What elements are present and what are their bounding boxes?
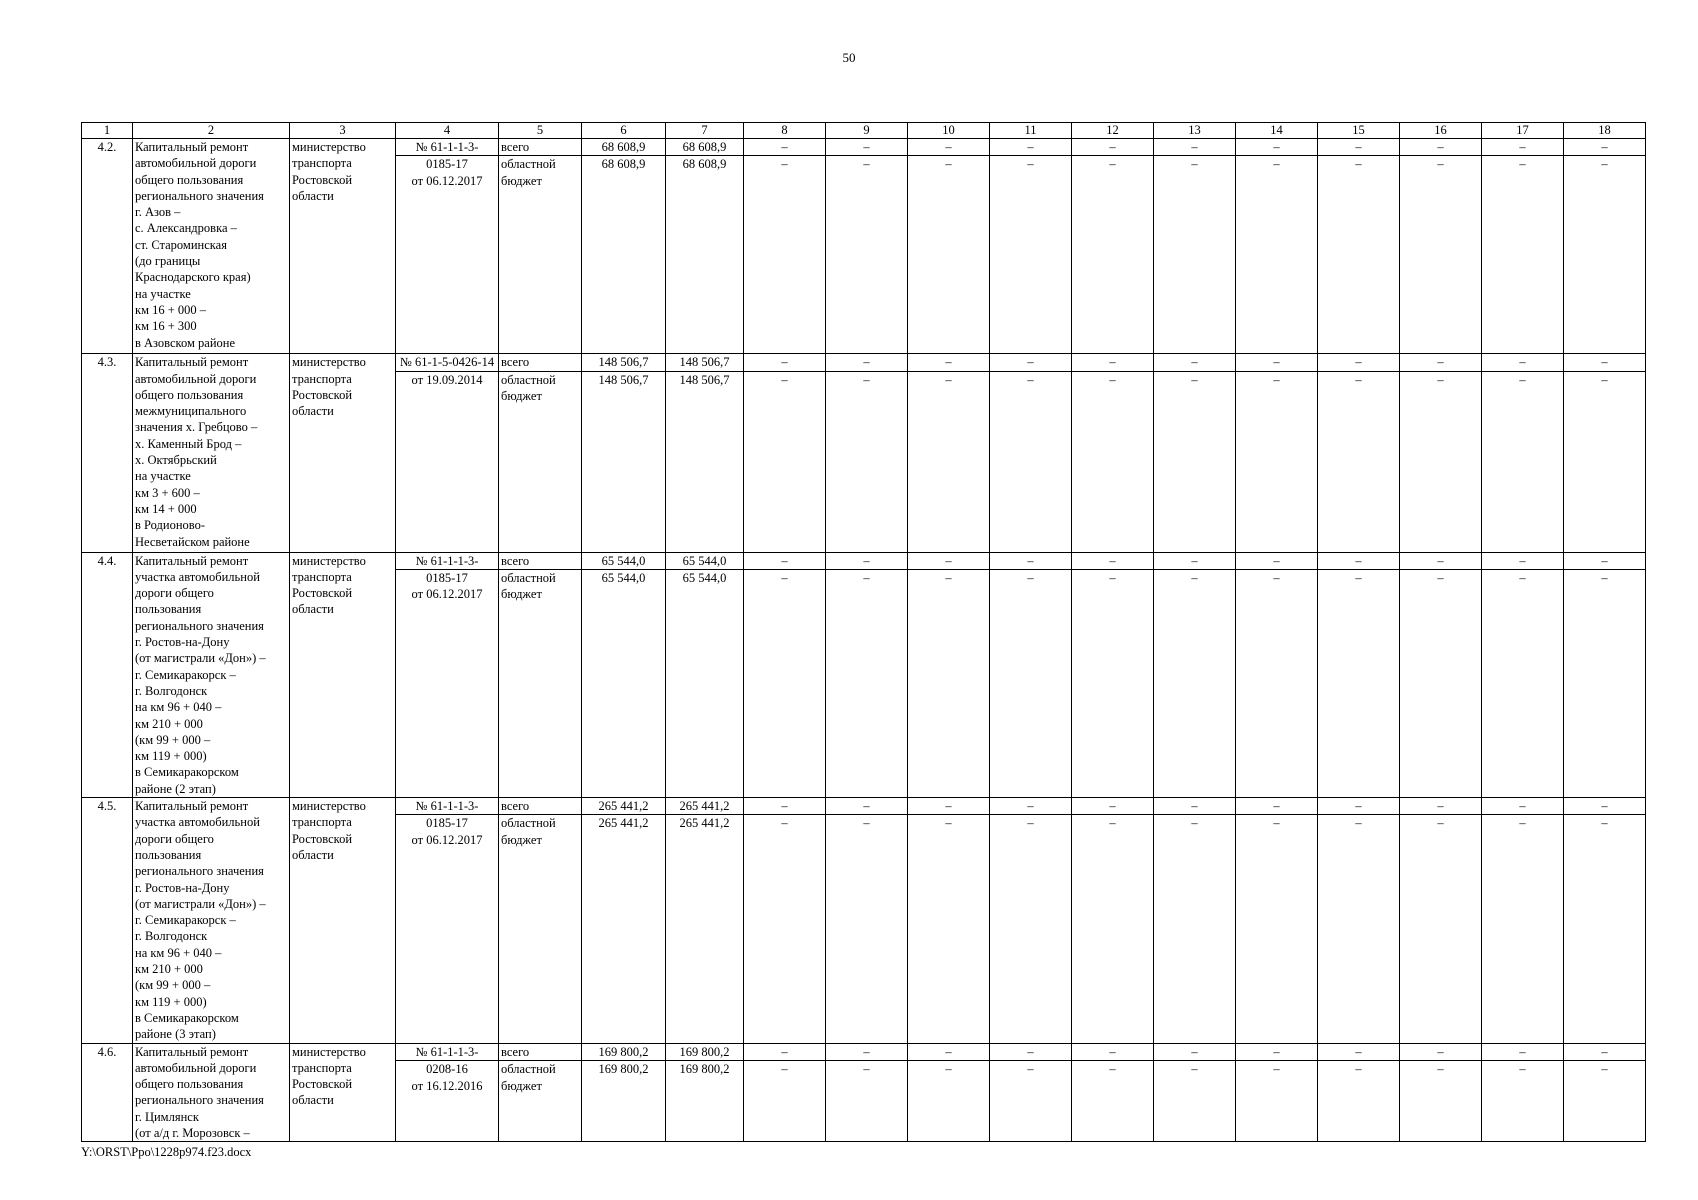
value-col6-regional: 65 544,0 [582, 569, 666, 797]
table-row [82, 798, 1646, 815]
responsible-body: министерство транспорта Ростовской области [290, 139, 396, 354]
responsible-body: министерство транспорта Ростовской области [290, 1043, 396, 1142]
dash-col9: – [826, 552, 908, 569]
dash-col16: – [1400, 569, 1482, 797]
expertise-doc-line2: от 19.09.2014 [396, 371, 499, 552]
dash-col8: – [744, 156, 826, 354]
responsible-body: министерство транспорта Ростовской области [290, 798, 396, 1043]
dash-col10: – [908, 815, 990, 1043]
dash-col16: – [1400, 156, 1482, 354]
dash-col9: – [826, 354, 908, 371]
dash-col12: – [1072, 371, 1154, 552]
dash-col11: – [990, 1061, 1072, 1142]
dash-col17: – [1482, 139, 1564, 156]
value-col7-total: 169 800,2 [666, 1043, 744, 1061]
dash-col8: – [744, 569, 826, 797]
expertise-doc-line2: 0185-17 от 06.12.2017 [396, 569, 499, 797]
dash-col18: – [1564, 354, 1646, 371]
value-col6-regional: 148 506,7 [582, 371, 666, 552]
dash-col12: – [1072, 552, 1154, 569]
dash-col16: – [1400, 139, 1482, 156]
dash-col13: – [1154, 569, 1236, 797]
dash-col13: – [1154, 815, 1236, 1043]
dash-col9: – [826, 156, 908, 354]
dash-col10: – [908, 371, 990, 552]
dash-col14: – [1236, 139, 1318, 156]
column-header-18: 18 [1564, 123, 1646, 139]
dash-col11: – [990, 139, 1072, 156]
column-header-3: 3 [290, 123, 396, 139]
funding-source-regional: областной бюджет [499, 371, 582, 552]
funding-source-total: всего [499, 1043, 582, 1061]
dash-col10: – [908, 552, 990, 569]
value-col7-total: 148 506,7 [666, 354, 744, 371]
dash-col8: – [744, 815, 826, 1043]
dash-col11: – [990, 569, 1072, 797]
dash-col9: – [826, 798, 908, 815]
funding-source-regional: областной бюджет [499, 569, 582, 797]
dash-col15: – [1318, 371, 1400, 552]
object-name: Капитальный ремонт автомобильной дороги общего пользования регионального значения г. Азов – с. Александровка – ст. Староминская (до границы Краснодарского края) на участке км 16 + 000 – км 16 + 300 в Азовском районе [133, 139, 290, 354]
dash-col14: – [1236, 1043, 1318, 1061]
column-header-11: 11 [990, 123, 1072, 139]
row-number: 4.4. [82, 552, 133, 797]
column-header-13: 13 [1154, 123, 1236, 139]
expertise-doc-line1: № 61-1-1-3- [396, 1043, 499, 1061]
dash-col15: – [1318, 1061, 1400, 1142]
dash-col12: – [1072, 1043, 1154, 1061]
column-header-12: 12 [1072, 123, 1154, 139]
dash-col15: – [1318, 354, 1400, 371]
dash-col18: – [1564, 371, 1646, 552]
dash-col16: – [1400, 815, 1482, 1043]
object-name: Капитальный ремонт участка автомобильной дороги общего пользования регионального значения г. Ростов-на-Дону (от магистрали «Дон») – г. Семикаракорск – г. Волгодонск на км 96 + 040 – км 210 + 000 (км 99 + 000 – км 119 + 000) в Семикаракорском районе (2 этап) [133, 552, 290, 797]
footer-file-path: Y:\ORST\Ppo\1228p974.f23.docx [81, 1145, 252, 1159]
dash-col14: – [1236, 798, 1318, 815]
funding-source-regional: областной бюджет [499, 1061, 582, 1142]
dash-col12: – [1072, 815, 1154, 1043]
dash-col16: – [1400, 371, 1482, 552]
dash-col17: – [1482, 156, 1564, 354]
expertise-doc-line1: № 61-1-1-3- [396, 552, 499, 569]
financing-table [81, 122, 1646, 1142]
value-col7-regional: 68 608,9 [666, 156, 744, 354]
dash-col16: – [1400, 552, 1482, 569]
dash-col18: – [1564, 1061, 1646, 1142]
dash-col13: – [1154, 354, 1236, 371]
dash-col8: – [744, 1043, 826, 1061]
table-row [82, 1043, 1646, 1061]
dash-col13: – [1154, 1043, 1236, 1061]
row-number: 4.6. [82, 1043, 133, 1142]
value-col6-total: 68 608,9 [582, 139, 666, 156]
dash-col9: – [826, 569, 908, 797]
dash-col9: – [826, 1061, 908, 1142]
dash-col15: – [1318, 156, 1400, 354]
responsible-body: министерство транспорта Ростовской области [290, 354, 396, 552]
table-row [82, 139, 1646, 156]
page-number: 50 [842, 50, 856, 65]
dash-col10: – [908, 798, 990, 815]
dash-col14: – [1236, 552, 1318, 569]
expertise-doc-line1: № 61-1-1-3- [396, 798, 499, 815]
expertise-doc-line2: 0185-17 от 06.12.2017 [396, 815, 499, 1043]
dash-col12: – [1072, 1061, 1154, 1142]
header-row [82, 123, 1646, 139]
value-col6-regional: 68 608,9 [582, 156, 666, 354]
value-col6-regional: 265 441,2 [582, 815, 666, 1043]
dash-col8: – [744, 139, 826, 156]
expertise-doc-line2: 0185-17 от 06.12.2017 [396, 156, 499, 354]
dash-col11: – [990, 354, 1072, 371]
dash-col15: – [1318, 569, 1400, 797]
dash-col17: – [1482, 815, 1564, 1043]
dash-col13: – [1154, 798, 1236, 815]
value-col7-regional: 65 544,0 [666, 569, 744, 797]
dash-col17: – [1482, 371, 1564, 552]
column-header-16: 16 [1400, 123, 1482, 139]
dash-col17: – [1482, 552, 1564, 569]
value-col6-total: 265 441,2 [582, 798, 666, 815]
dash-col17: – [1482, 1043, 1564, 1061]
dash-col17: – [1482, 1061, 1564, 1142]
dash-col12: – [1072, 354, 1154, 371]
dash-col12: – [1072, 798, 1154, 815]
dash-col8: – [744, 1061, 826, 1142]
column-header-9: 9 [826, 123, 908, 139]
dash-col16: – [1400, 1061, 1482, 1142]
dash-col15: – [1318, 552, 1400, 569]
dash-col15: – [1318, 1043, 1400, 1061]
table-row [82, 354, 1646, 371]
column-header-5: 5 [499, 123, 582, 139]
dash-col15: – [1318, 798, 1400, 815]
funding-source-total: всего [499, 354, 582, 371]
dash-col14: – [1236, 371, 1318, 552]
dash-col17: – [1482, 569, 1564, 797]
dash-col11: – [990, 1043, 1072, 1061]
dash-col11: – [990, 371, 1072, 552]
row-number: 4.3. [82, 354, 133, 552]
responsible-body: министерство транспорта Ростовской области [290, 552, 396, 797]
expertise-doc-line2: 0208-16 от 16.12.2016 [396, 1061, 499, 1142]
value-col6-regional: 169 800,2 [582, 1061, 666, 1142]
dash-col15: – [1318, 815, 1400, 1043]
funding-source-regional: областной бюджет [499, 815, 582, 1043]
dash-col10: – [908, 139, 990, 156]
column-header-15: 15 [1318, 123, 1400, 139]
dash-col13: – [1154, 371, 1236, 552]
dash-col11: – [990, 798, 1072, 815]
dash-col14: – [1236, 156, 1318, 354]
value-col7-regional: 265 441,2 [666, 815, 744, 1043]
dash-col8: – [744, 371, 826, 552]
dash-col16: – [1400, 798, 1482, 815]
dash-col11: – [990, 815, 1072, 1043]
dash-col18: – [1564, 156, 1646, 354]
value-col6-total: 148 506,7 [582, 354, 666, 371]
document-table-wrap [81, 122, 1625, 1142]
column-header-1: 1 [82, 123, 133, 139]
column-header-14: 14 [1236, 123, 1318, 139]
dash-col8: – [744, 798, 826, 815]
dash-col8: – [744, 552, 826, 569]
value-col7-regional: 169 800,2 [666, 1061, 744, 1142]
value-col7-total: 65 544,0 [666, 552, 744, 569]
expertise-doc-line1: № 61-1-1-3- [396, 139, 499, 156]
dash-col11: – [990, 156, 1072, 354]
dash-col15: – [1318, 139, 1400, 156]
column-header-4: 4 [396, 123, 499, 139]
dash-col10: – [908, 156, 990, 354]
funding-source-regional: областной бюджет [499, 156, 582, 354]
dash-col18: – [1564, 552, 1646, 569]
row-number: 4.2. [82, 139, 133, 354]
dash-col9: – [826, 1043, 908, 1061]
row-number: 4.5. [82, 798, 133, 1043]
dash-col18: – [1564, 569, 1646, 797]
column-header-6: 6 [582, 123, 666, 139]
dash-col16: – [1400, 1043, 1482, 1061]
dash-col18: – [1564, 1043, 1646, 1061]
value-col7-total: 265 441,2 [666, 798, 744, 815]
object-name: Капитальный ремонт автомобильной дороги общего пользования регионального значения г. Цимлянск (от а/д г. Морозовск – [133, 1043, 290, 1142]
dash-col9: – [826, 139, 908, 156]
dash-col10: – [908, 569, 990, 797]
dash-col13: – [1154, 139, 1236, 156]
column-header-8: 8 [744, 123, 826, 139]
value-col6-total: 65 544,0 [582, 552, 666, 569]
dash-col17: – [1482, 798, 1564, 815]
dash-col13: – [1154, 1061, 1236, 1142]
funding-source-total: всего [499, 798, 582, 815]
funding-source-total: всего [499, 552, 582, 569]
column-header-10: 10 [908, 123, 990, 139]
dash-col10: – [908, 1061, 990, 1142]
dash-col17: – [1482, 354, 1564, 371]
column-header-2: 2 [133, 123, 290, 139]
column-header-17: 17 [1482, 123, 1564, 139]
funding-source-total: всего [499, 139, 582, 156]
dash-col18: – [1564, 815, 1646, 1043]
dash-col12: – [1072, 139, 1154, 156]
dash-col11: – [990, 552, 1072, 569]
table-row [82, 552, 1646, 569]
dash-col10: – [908, 354, 990, 371]
value-col6-total: 169 800,2 [582, 1043, 666, 1061]
dash-col14: – [1236, 815, 1318, 1043]
dash-col13: – [1154, 552, 1236, 569]
dash-col10: – [908, 1043, 990, 1061]
dash-col12: – [1072, 569, 1154, 797]
object-name: Капитальный ремонт автомобильной дороги общего пользования межмуниципального значения х. Гребцово – х. Каменный Брод – х. Октябрьский на участке км 3 + 600 – км 14 + 000 в Родионово- Несветайском районе [133, 354, 290, 552]
dash-col16: – [1400, 354, 1482, 371]
value-col7-regional: 148 506,7 [666, 371, 744, 552]
dash-col9: – [826, 371, 908, 552]
dash-col18: – [1564, 798, 1646, 815]
dash-col12: – [1072, 156, 1154, 354]
dash-col14: – [1236, 569, 1318, 797]
value-col7-total: 68 608,9 [666, 139, 744, 156]
expertise-doc-line1: № 61-1-5-0426-14 [396, 354, 499, 371]
dash-col8: – [744, 354, 826, 371]
dash-col14: – [1236, 354, 1318, 371]
dash-col14: – [1236, 1061, 1318, 1142]
dash-col13: – [1154, 156, 1236, 354]
object-name: Капитальный ремонт участка автомобильной дороги общего пользования регионального значения г. Ростов-на-Дону (от магистрали «Дон») – г. Семикаракорск – г. Волгодонск на км 96 + 040 – км 210 + 000 (км 99 + 000 – км 119 + 000) в Семикаракорском районе (3 этап) [133, 798, 290, 1043]
dash-col9: – [826, 815, 908, 1043]
column-header-7: 7 [666, 123, 744, 139]
dash-col18: – [1564, 139, 1646, 156]
